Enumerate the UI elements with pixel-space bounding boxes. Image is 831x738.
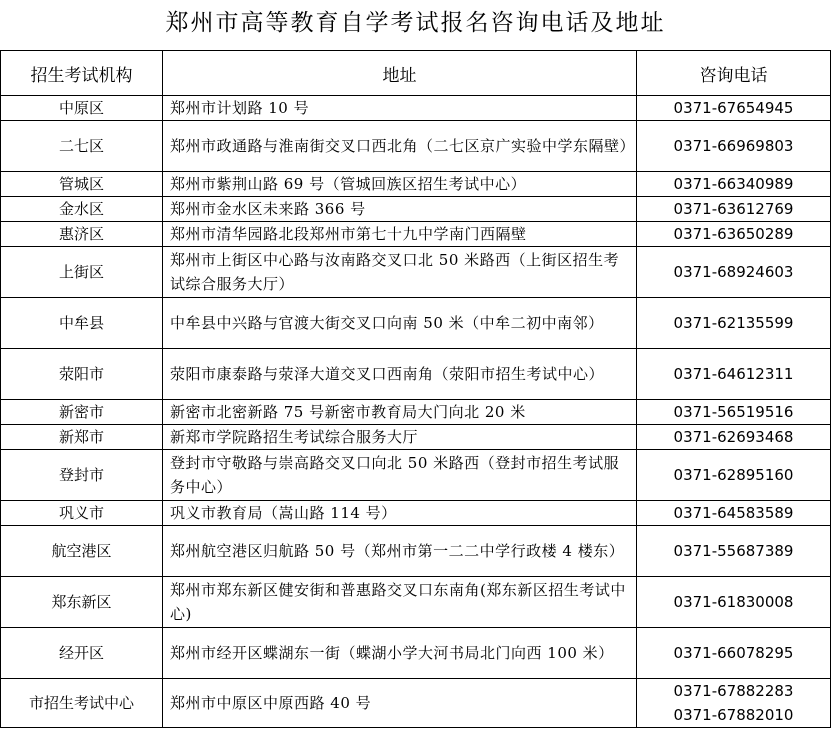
table-row — [1, 450, 831, 501]
phone-number: 0371-62895160 — [673, 466, 794, 484]
org-cell: 管城区 — [1, 172, 163, 197]
phone-cell — [637, 121, 831, 172]
column-header-org: 招生考试机构 — [1, 51, 163, 96]
phone-cell — [637, 526, 831, 577]
table-row — [1, 400, 831, 425]
table-row — [1, 679, 831, 728]
phone-number: 0371-63650289 — [673, 225, 794, 243]
org-cell: 航空港区 — [1, 526, 163, 577]
table-row — [1, 501, 831, 526]
phone-cell — [637, 679, 831, 728]
table-row — [1, 526, 831, 577]
phone-number: 0371-67654945 — [673, 99, 794, 117]
table-row — [1, 247, 831, 298]
phone-cell — [637, 501, 831, 526]
org-cell: 二七区 — [1, 121, 163, 172]
org-cell: 惠济区 — [1, 222, 163, 247]
phone-number: 0371-62135599 — [673, 314, 794, 332]
org-cell: 新郑市 — [1, 425, 163, 450]
address-cell: 郑州市政通路与淮南街交叉口西北角（二七区京广实验中学东隔壁） — [163, 121, 637, 172]
column-header-phone: 咨询电话 — [637, 51, 831, 96]
phone-cell — [637, 450, 831, 501]
phone-cell — [637, 349, 831, 400]
table-row — [1, 222, 831, 247]
phone-cell — [637, 197, 831, 222]
table-row — [1, 349, 831, 400]
address-cell: 郑州市经开区蝶湖东一街（蝶湖小学大河书局北门向西 100 米） — [163, 628, 637, 679]
table-row — [1, 172, 831, 197]
phone-number: 0371-67882283 — [673, 682, 794, 700]
address-cell: 郑州航空港区归航路 50 号（郑州市第一二二中学行政楼 4 楼东） — [163, 526, 637, 577]
address-cell: 郑州市上街区中心路与汝南路交叉口北 50 米路西（上街区招生考试综合服务大厅） — [163, 247, 637, 298]
phone-cell — [637, 247, 831, 298]
table-header-row — [1, 51, 831, 96]
org-cell: 经开区 — [1, 628, 163, 679]
contact-table — [0, 50, 831, 728]
address-cell: 郑州市计划路 10 号 — [163, 96, 637, 121]
table-row — [1, 298, 831, 349]
phone-cell — [637, 222, 831, 247]
org-cell: 新密市 — [1, 400, 163, 425]
org-cell: 郑东新区 — [1, 577, 163, 628]
table-row — [1, 577, 831, 628]
phone-number: 0371-64612311 — [673, 365, 794, 383]
table-row — [1, 121, 831, 172]
address-cell: 登封市守敬路与崇高路交叉口向北 50 米路西（登封市招生考试服务中心） — [163, 450, 637, 501]
address-cell: 荥阳市康泰路与荥泽大道交叉口西南角（荥阳市招生考试中心） — [163, 349, 637, 400]
phone-number: 0371-62693468 — [673, 428, 794, 446]
org-cell: 荥阳市 — [1, 349, 163, 400]
address-cell: 新郑市学院路招生考试综合服务大厅 — [163, 425, 637, 450]
table-row — [1, 425, 831, 450]
phone-cell — [637, 96, 831, 121]
phone-number: 0371-55687389 — [673, 542, 794, 560]
column-header-address: 地址 — [163, 51, 637, 96]
org-cell: 上街区 — [1, 247, 163, 298]
address-cell: 郑州市紫荆山路 69 号（管城回族区招生考试中心） — [163, 172, 637, 197]
org-cell: 登封市 — [1, 450, 163, 501]
phone-number: 0371-66078295 — [673, 644, 794, 662]
phone-number: 0371-63612769 — [673, 200, 794, 218]
org-cell: 金水区 — [1, 197, 163, 222]
phone-cell — [637, 400, 831, 425]
table-row — [1, 197, 831, 222]
phone-number: 0371-67882010 — [673, 706, 794, 724]
phone-number: 0371-66340989 — [673, 175, 794, 193]
phone-cell — [637, 425, 831, 450]
org-cell: 巩义市 — [1, 501, 163, 526]
phone-cell — [637, 172, 831, 197]
phone-number: 0371-64583589 — [673, 504, 794, 522]
address-cell: 新密市北密新路 75 号新密市教育局大门向北 20 米 — [163, 400, 637, 425]
phone-cell — [637, 298, 831, 349]
address-cell: 巩义市教育局（嵩山路 114 号） — [163, 501, 637, 526]
page-title: 郑州市高等教育自学考试报名咨询电话及地址 — [165, 10, 666, 36]
address-cell: 郑州市金水区未来路 366 号 — [163, 197, 637, 222]
table-row — [1, 628, 831, 679]
phone-number: 0371-61830008 — [673, 593, 794, 611]
address-cell: 中牟县中兴路与官渡大街交叉口向南 50 米（中牟二初中南邻） — [163, 298, 637, 349]
table-body — [1, 96, 831, 728]
phone-number: 0371-56519516 — [673, 403, 794, 421]
table-row — [1, 96, 831, 121]
phone-number: 0371-68924603 — [673, 263, 794, 281]
phone-cell — [637, 577, 831, 628]
address-cell: 郑州市中原区中原西路 40 号 — [163, 679, 637, 728]
org-cell: 中牟县 — [1, 298, 163, 349]
phone-cell — [637, 628, 831, 679]
address-cell: 郑州市郑东新区健安街和普惠路交叉口东南角(郑东新区招生考试中心) — [163, 577, 637, 628]
org-cell: 市招生考试中心 — [1, 679, 163, 728]
phone-number: 0371-66969803 — [673, 137, 794, 155]
org-cell: 中原区 — [1, 96, 163, 121]
address-cell: 郑州市清华园路北段郑州市第七十九中学南门西隔壁 — [163, 222, 637, 247]
